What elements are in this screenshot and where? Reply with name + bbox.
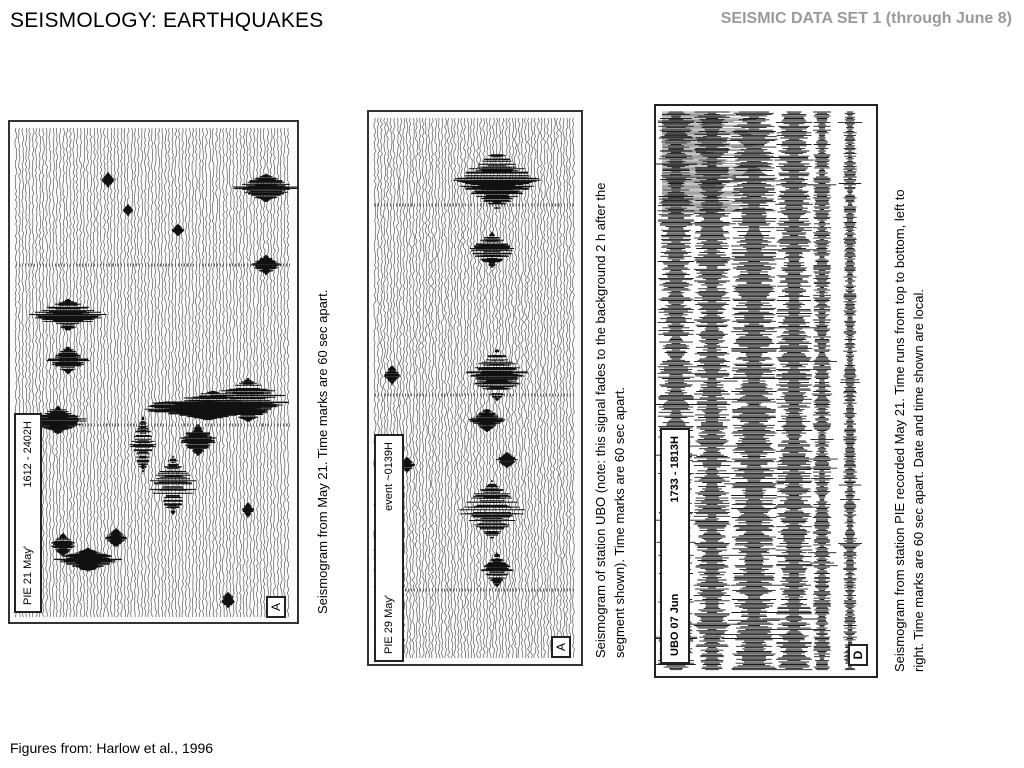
figure-3-caption <box>890 189 928 672</box>
figure-3-panel-letter: D <box>848 644 868 666</box>
figure-2-station: PIE <box>383 636 395 654</box>
figure-credit: Figures from: Harlow et al., 1996 <box>10 740 214 756</box>
figure-1-tick: ' <box>22 546 34 549</box>
figure-3-date: 07 Jun <box>669 593 681 629</box>
figure-2-caption-line-2: segment shown). Time marks are 60 sec apart. <box>612 387 627 658</box>
figure-3-station: UBO <box>669 631 681 656</box>
figure-3-caption-line-1: Seismogram from station PIE recorded May 21. Time runs from top to bottom, left to <box>892 189 907 672</box>
figure-2-label <box>374 434 404 662</box>
figure-3-label <box>660 428 690 664</box>
figure-1-caption-line-1: Seismogram from May 21. Time marks are 60 sec apart. <box>315 289 330 614</box>
figure-2-time-window: event ~0139H <box>383 442 395 511</box>
figure-2-caption <box>591 183 629 658</box>
figure-1-panel-letter: A <box>266 596 286 618</box>
figure-3-caption-line-2: right. Time marks are 60 sec apart. Date and time shown are local. <box>911 289 926 672</box>
figure-1-time-window: 1612 - 2402H <box>22 421 34 488</box>
seismogram-figure-1 <box>8 120 299 624</box>
slide-subtitle: SEISMIC DATA SET 1 (through June 8) <box>720 10 1012 27</box>
figure-1-station: PIE <box>22 587 34 605</box>
slide-title: SEISMOLOGY: EARTHQUAKES <box>10 9 324 32</box>
figure-2-date: 29 May <box>383 597 395 634</box>
figure-1-date: 21 May <box>22 548 34 585</box>
figure-1-label <box>14 413 42 613</box>
figure-2-panel-letter: A <box>551 636 571 658</box>
figure-2-tick: ' <box>383 595 395 598</box>
figure-3-time-window: 1733 - 1813H <box>669 436 681 503</box>
figure-2-caption-line-1: Seismogram of station UBO (note: this signal fades to the background 2 h after the <box>593 182 608 658</box>
figure-1-caption <box>313 290 332 614</box>
seismogram-trace-plot-1 <box>8 120 299 624</box>
